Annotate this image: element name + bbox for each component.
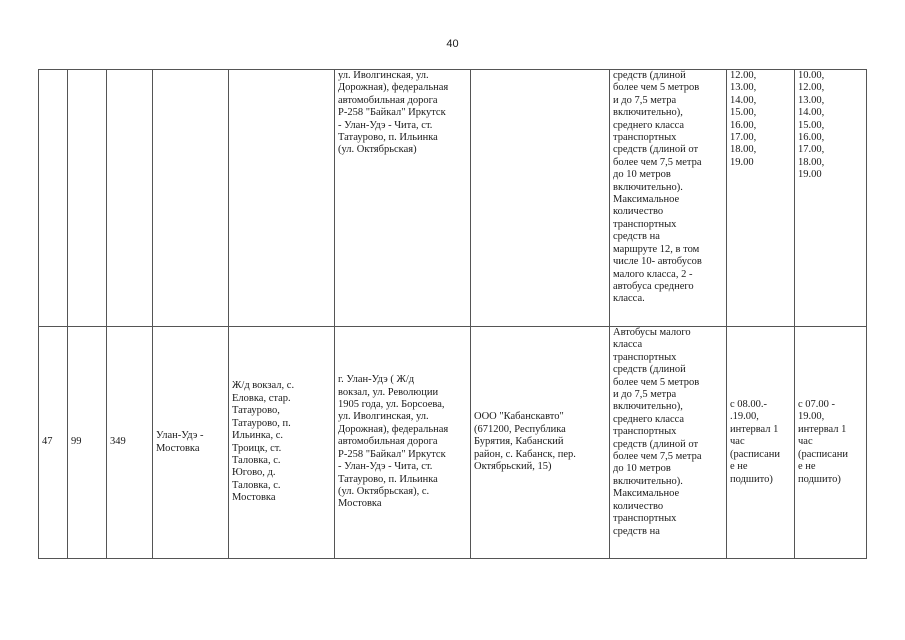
- cell-text-line: Татаурово, п. Ильинка: [338, 473, 438, 485]
- cell-text-line: малого класса, 2 -: [613, 268, 693, 280]
- cell-text-line: Дорожная), федеральная: [338, 82, 449, 94]
- cell-text-line: 13.00,: [798, 94, 825, 106]
- cell-text-line: 16.00,: [730, 119, 757, 131]
- cell-text-line: средств на: [613, 231, 660, 243]
- cell-text-line: 14.00,: [798, 107, 825, 119]
- cell-text-line: более чем 5 метров: [613, 376, 700, 388]
- cell-text-line: Максимальное: [613, 194, 680, 206]
- cell-number: [39, 70, 68, 327]
- cell-text-line: Татаурово, п. Ильинка: [338, 132, 438, 144]
- table-row: [39, 327, 867, 559]
- cell-text-line: 18.00,: [730, 144, 757, 156]
- cell-schedule-back: [795, 70, 867, 327]
- cell-text-line: час: [730, 436, 745, 448]
- cell-text-line: числе 10- автобусов: [613, 256, 702, 268]
- cell-text-line: транспортных: [613, 351, 677, 363]
- cell-text-line: (ул. Октябрьская), с.: [338, 485, 430, 497]
- cell-text-line: маршруте 12, в том: [613, 243, 700, 255]
- cell-text-line: 13.00,: [730, 82, 757, 94]
- table-body: [39, 70, 867, 559]
- cell-text-line: количество: [613, 500, 664, 512]
- cell-registration-number: 99: [68, 327, 107, 559]
- cell-text-line: средств (длиной от: [613, 438, 699, 450]
- cell-text-line: вокзал, ул. Революции: [338, 386, 439, 398]
- cell-text-line: Югово, д.: [232, 467, 276, 479]
- cell-text-line: 17.00,: [798, 144, 825, 156]
- cell-text-line: средств на: [613, 525, 660, 537]
- cell-text-line: транспортных: [613, 426, 677, 438]
- cell-text-line: Мостовка: [232, 492, 276, 504]
- cell-text-line: интервал 1: [730, 423, 779, 435]
- cell-text-line: 19.00: [798, 169, 822, 181]
- cell-vehicles: [610, 327, 727, 559]
- cell-schedule-back: [795, 327, 867, 559]
- cell-text-line: среднего класса: [613, 119, 685, 131]
- cell-text-line: автомобильная дорога: [338, 94, 438, 106]
- cell-carrier: [471, 70, 610, 327]
- cell-text-line: Татаурово, п.: [232, 417, 291, 429]
- cell-text-line: ул. Иволгинская, ул.: [338, 70, 429, 81]
- cell-text-line: 17.00,: [730, 132, 757, 144]
- cell-schedule-forward: [727, 70, 795, 327]
- cell-text-line: Еловка, стар.: [232, 392, 291, 404]
- cell-text-line: Таловка, с.: [232, 479, 281, 491]
- cell-text-line: Троицк, ст.: [232, 442, 282, 454]
- cell-text-line: 12.00,: [798, 82, 825, 94]
- cell-text-line: Улан-Удэ -: [156, 430, 204, 442]
- cell-text-line: интервал 1: [798, 423, 847, 435]
- cell-text-line: Мостовка: [156, 442, 200, 454]
- cell-text-line: Дорожная), федеральная: [338, 423, 449, 435]
- cell-text-line: включительно).: [613, 181, 683, 193]
- cell-text-line: 14.00,: [730, 94, 757, 106]
- cell-text-line: час: [798, 436, 813, 448]
- cell-text-line: 15.00,: [798, 119, 825, 131]
- cell-text-line: подшито): [730, 473, 773, 485]
- cell-text-line: класса.: [613, 293, 645, 305]
- cell-text-line: .19.00,: [730, 411, 759, 423]
- cell-text-line: автомобильная дорога: [338, 436, 438, 448]
- cell-text-line: более чем 7,5 метра: [613, 156, 702, 168]
- table-row: [39, 70, 867, 327]
- cell-text-line: Максимальное: [613, 488, 680, 500]
- cell-text-line: транспортных: [613, 218, 677, 230]
- cell-text-line: средств (длиной: [613, 70, 686, 81]
- cell-text-line: Ж/д вокзал, с.: [232, 380, 295, 392]
- page-number: 40: [446, 38, 459, 50]
- cell-text-line: более чем 5 метров: [613, 82, 700, 94]
- cell-text-line: автобуса среднего: [613, 280, 694, 292]
- cell-text-line: 16.00,: [798, 132, 825, 144]
- cell-stops: [229, 327, 335, 559]
- cell-text-line: район, с. Кабанск, пер.: [474, 448, 576, 460]
- cell-text-line: до 10 метров: [613, 169, 671, 181]
- cell-text-line: более чем 7,5 метра: [613, 451, 702, 463]
- cell-text-line: Р-258 "Байкал" Иркутск: [338, 107, 446, 119]
- cell-text-line: количество: [613, 206, 664, 218]
- cell-text-line: Р-258 "Байкал" Иркутск: [338, 448, 446, 460]
- cell-text-line: е не: [798, 461, 816, 473]
- cell-text-line: - Улан-Удэ - Чита, ст.: [338, 119, 433, 131]
- cell-registration-number: [68, 70, 107, 327]
- cell-text-line: (ул. Октябрьская): [338, 144, 417, 156]
- cell-text-line: средств (длиной от: [613, 144, 699, 156]
- cell-stops: [229, 70, 335, 327]
- cell-text-line: 10.00,: [798, 70, 825, 81]
- cell-schedule-forward: [727, 327, 795, 559]
- cell-text-line: Таловка, с.: [232, 454, 281, 466]
- cell-text-line: (расписани: [798, 448, 848, 460]
- cell-text-line: 18.00,: [798, 156, 825, 168]
- cell-text-line: ул. Иволгинская, ул.: [338, 411, 429, 423]
- cell-route-number: [107, 70, 153, 327]
- cell-text-line: включительно),: [613, 107, 683, 119]
- cell-text-line: Татаурово,: [232, 405, 280, 417]
- cell-text-line: и до 7,5 метра: [613, 389, 677, 401]
- cell-text-line: 19.00,: [798, 411, 825, 423]
- cell-text-line: е не: [730, 461, 748, 473]
- cell-streets: [335, 327, 471, 559]
- cell-text-line: ООО "Кабанскавто": [474, 411, 564, 423]
- cell-text-line: (расписани: [730, 448, 780, 460]
- cell-vehicles: [610, 70, 727, 327]
- cell-text-line: - Улан-Удэ - Чита, ст.: [338, 461, 433, 473]
- cell-text-line: г. Улан-Удэ ( Ж/д: [338, 374, 415, 386]
- cell-number: 47: [39, 327, 68, 559]
- cell-streets: [335, 70, 471, 327]
- cell-text-line: 12.00,: [730, 70, 757, 81]
- cell-text-line: Мостовка: [338, 498, 382, 510]
- cell-text-line: подшито): [798, 473, 841, 485]
- cell-text-line: (671200, Республика: [474, 423, 566, 435]
- cell-text-line: транспортных: [613, 132, 677, 144]
- cell-text-line: 15.00,: [730, 107, 757, 119]
- cell-text-line: Ильинка, с.: [232, 430, 283, 442]
- cell-route-name: [153, 327, 229, 559]
- cell-route-name: [153, 70, 229, 327]
- cell-text-line: класса: [613, 339, 643, 351]
- cell-text-line: с 08.00.-: [730, 399, 768, 411]
- cell-text-line: транспортных: [613, 513, 677, 525]
- cell-text-line: Бурятия, Кабанский: [474, 436, 564, 448]
- cell-text-line: включительно).: [613, 475, 683, 487]
- cell-text-line: 19.00: [730, 156, 754, 168]
- cell-text-line: включительно),: [613, 401, 683, 413]
- cell-text-line: средств (длиной: [613, 364, 686, 376]
- cell-text-line: до 10 метров: [613, 463, 671, 475]
- cell-route-number: 349: [107, 327, 153, 559]
- cell-carrier: [471, 327, 610, 559]
- cell-text-line: Автобусы малого: [613, 327, 691, 338]
- route-registry-table: [38, 69, 867, 559]
- cell-text-line: с 07.00 -: [798, 399, 836, 411]
- cell-text-line: и до 7,5 метра: [613, 94, 677, 106]
- cell-text-line: 1905 года, ул. Борсоева,: [338, 399, 445, 411]
- cell-text-line: Октябрьский, 15): [474, 461, 552, 473]
- cell-text-line: среднего класса: [613, 413, 685, 425]
